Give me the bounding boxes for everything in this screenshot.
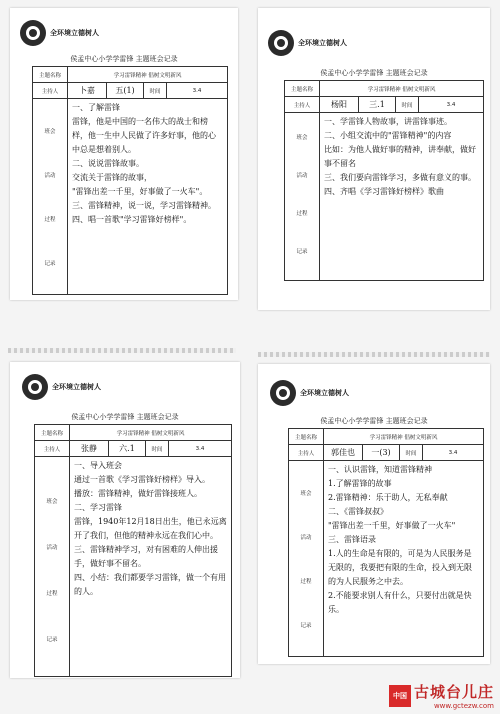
section-labels	[289, 461, 324, 657]
class-value: 六.1	[109, 441, 146, 457]
class-value: 一(3)	[363, 445, 400, 461]
time-label: 时间	[146, 441, 169, 457]
topic-value: 学习雷锋精神 倡树文明新风	[324, 429, 484, 445]
school-emblem-icon	[22, 374, 48, 400]
label-process: 过程	[300, 579, 312, 585]
time-value: 3.4	[167, 83, 228, 99]
school-logo-row	[268, 30, 347, 56]
scan-edge	[8, 348, 236, 353]
time-value: 3.4	[169, 441, 232, 457]
class-value: 五(1)	[107, 83, 144, 99]
host-value: 卜嘉	[68, 83, 107, 99]
section-labels	[285, 113, 320, 281]
host-label: 主持人	[289, 445, 324, 461]
school-emblem-icon	[20, 20, 46, 46]
host-label: 主持人	[35, 441, 70, 457]
label-process: 过程	[44, 217, 56, 223]
time-value: 3.4	[423, 445, 484, 461]
school-emblem-icon	[268, 30, 294, 56]
watermark-name: 古城台儿庄	[413, 683, 494, 701]
section-labels	[35, 457, 70, 677]
slogan: 全环境立德树人	[298, 39, 347, 47]
host-value: 郭佳也	[324, 445, 363, 461]
topic-label: 主题名称	[33, 67, 68, 83]
label-record: 记录	[296, 249, 308, 255]
time-label: 时间	[396, 97, 419, 113]
topic-label: 主题名称	[289, 429, 324, 445]
label-class-meeting: 班会	[44, 129, 56, 135]
record-sheet-4	[258, 364, 490, 664]
school-logo-row	[20, 20, 99, 46]
label-class-meeting: 班会	[300, 491, 312, 497]
time-value: 3.4	[419, 97, 484, 113]
label-class-meeting: 班会	[46, 499, 58, 505]
label-activity: 活动	[46, 545, 58, 551]
record-table	[284, 80, 484, 281]
record-sheet-2	[258, 8, 490, 310]
time-label: 时间	[400, 445, 423, 461]
topic-label: 主题名称	[285, 81, 320, 97]
topic-value: 学习雷锋精神 倡树文明新风	[70, 425, 232, 441]
label-process: 过程	[46, 591, 58, 597]
form-title: 侯孟中心小学学雷锋 主题班会记录	[320, 417, 428, 425]
host-value: 杨阳	[320, 97, 359, 113]
form-title: 侯孟中心小学学雷锋 主题班会记录	[320, 69, 428, 77]
section-labels	[33, 99, 68, 295]
host-label: 主持人	[33, 83, 68, 99]
topic-label: 主题名称	[35, 425, 70, 441]
scan-edge	[258, 352, 490, 357]
form-title: 侯孟中心小学学雷锋 主题班会记录	[70, 55, 178, 63]
topic-value: 学习雷锋精神 倡树文明新风	[68, 67, 228, 83]
label-class-meeting: 班会	[296, 135, 308, 141]
school-logo-row	[22, 374, 101, 400]
record-table	[34, 424, 232, 677]
label-record: 记录	[44, 261, 56, 267]
time-label: 时间	[144, 83, 167, 99]
label-process: 过程	[296, 211, 308, 217]
host-value: 张静	[70, 441, 109, 457]
school-emblem-icon	[270, 380, 296, 406]
label-activity: 活动	[44, 173, 56, 179]
slogan: 全环境立德树人	[52, 383, 101, 391]
watermark-url: www.gctezw.com	[433, 702, 494, 710]
handwritten-content: 一、认识雷锋，知道雷锋精神 1.了解雷锋的故事 2.雷锋精神：乐于助人，无私奉献 二、《雷锋叔叔》 "雷锋出差一千里，好事做了一火车" 三、雷锋语录 1.人的生命是有限的，可是为人民服务是无限的，我要把有限的生命，投入到无限的为人民服务之中去。 2.不能要求别人有什么，只要付出就是快乐。	[324, 461, 484, 657]
watermark-logo-icon: 中国	[389, 685, 411, 707]
label-activity: 活动	[296, 173, 308, 179]
handwritten-content: 一、学雷锋人物故事，讲雷锋事迹。 二、小组交流中的"雷锋精神"的内容 比如：为他人做好事的精神，讲奉献，做好事不留名 三、我们要向雷锋学习，多做有意义的事。 四、齐唱《学习雷锋好榜样》歌曲	[320, 113, 484, 281]
form-title: 侯孟中心小学学雷锋 主题班会记录	[71, 413, 179, 421]
handwritten-content: 一、导入班会 通过一首歌《学习雷锋好榜样》导入。 播放：雷锋精神，做好雷锋接班人。 二、学习雷锋 雷锋，1940年12月18日出生，他已永远离开了我们，但他的精神永远在我们心中。 三、雷锋精神学习，对有困难的人伸出援手，做好事不留名。 四、小结：我们都要学习雷锋，做一个有用的人。	[70, 457, 232, 677]
record-table	[288, 428, 484, 657]
school-logo-row	[270, 380, 349, 406]
label-record: 记录	[46, 637, 58, 643]
host-label: 主持人	[285, 97, 320, 113]
label-activity: 活动	[300, 535, 312, 541]
record-table	[32, 66, 228, 295]
record-sheet-1	[10, 8, 238, 300]
slogan: 全环境立德树人	[50, 29, 99, 37]
class-value: 三.1	[359, 97, 396, 113]
topic-value: 学习雷锋精神 倡树文明新风	[320, 81, 484, 97]
slogan: 全环境立德树人	[300, 389, 349, 397]
label-record: 记录	[300, 623, 312, 629]
site-watermark	[389, 681, 494, 710]
record-sheet-3	[10, 362, 240, 678]
handwritten-content: 一、了解雷锋 雷锋，他是中国的一名伟大的战士和榜样，他一生中人民做了许多好事，他的心中总是想着别人。 二、说说雷锋故事。 交流关于雷锋的故事， "雷锋出差一千里，好事做了一火车"。 三、雷锋精神，说一说，学习雷锋精神。 四、唱一首歌"学习雷锋好榜样"。	[68, 99, 228, 295]
